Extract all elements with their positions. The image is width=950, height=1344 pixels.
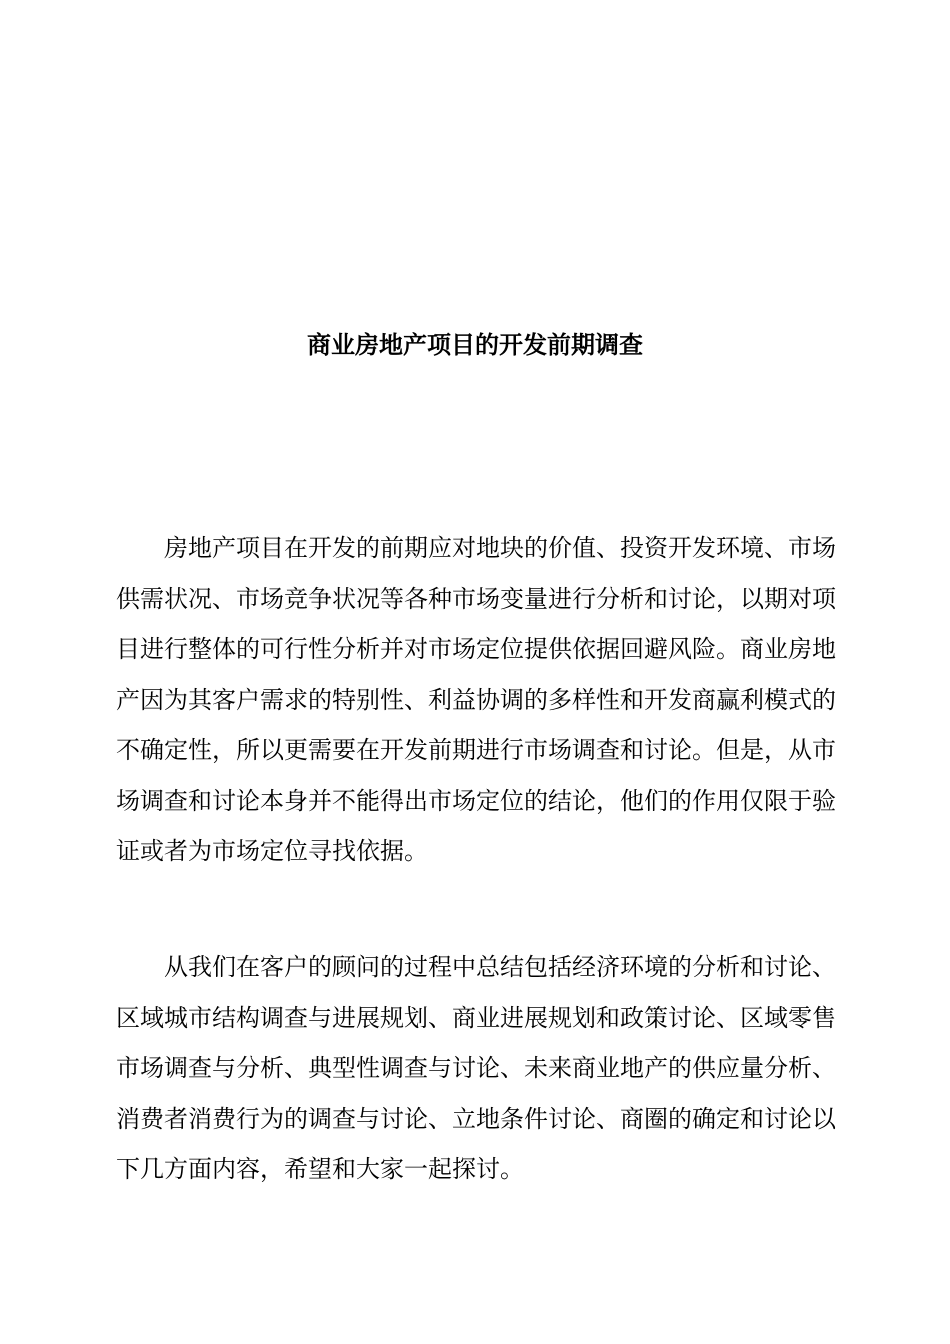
paragraph-intro: 房地产项目在开发的前期应对地块的价值、投资开发环境、市场供需状况、市场竞争状况等各种市场变量进行分析和讨论，以期对项目进行整体的可行性分析并对市场定位提供依据回避风险。商业房地产因为其客户需求的特别性、利益协调的多样性和开发商赢利模式的不确定性，所以更需要在开发前期进行市场调查和讨论。但是，从市场调查和讨论本身并不能得出市场定位的结论，他们的作用仅限于验证或者为市场定位寻找依据。 — [116, 534, 836, 865]
paragraph-scope: 从我们在客户的顾问的过程中总结包括经济环境的分析和讨论、区域城市结构调查与进展规划、商业进展规划和政策讨论、区域零售市场调查与分析、典型性调查与讨论、未来商业地产的供应量分析、消费者消费行为的调查与讨论、立地条件讨论、商圈的确定和讨论以下几方面内容，希望和大家一起探讨。 — [116, 953, 836, 1183]
document-title: 商业房地产项目的开发前期调查 — [307, 331, 643, 359]
